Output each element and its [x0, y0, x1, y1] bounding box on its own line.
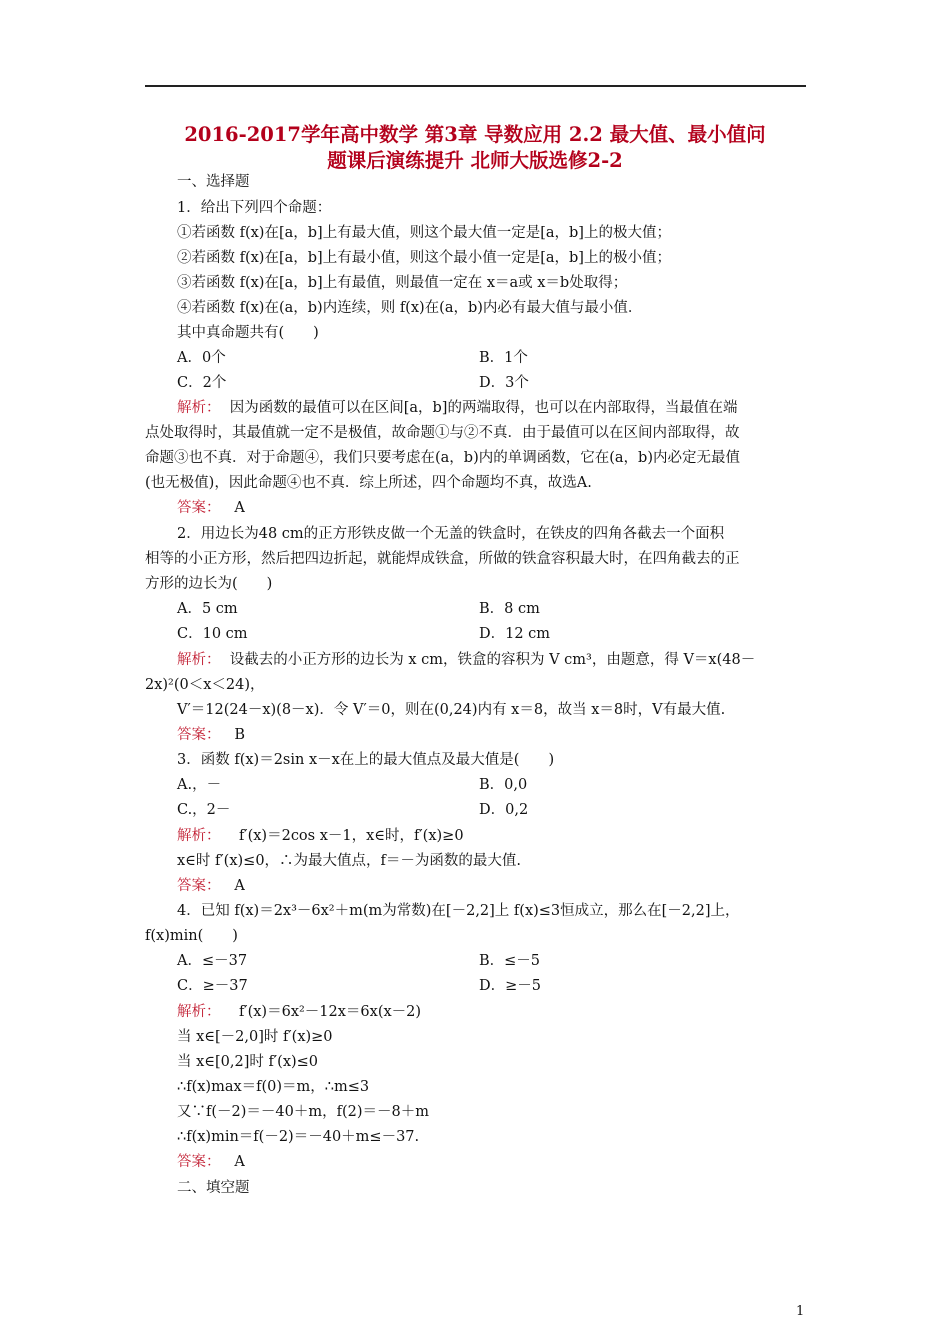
q2-stem-line1: 2．用边长为48 cm的正方形铁皮做一个无盖的铁盒时，在铁皮的四角各截去一个面积	[177, 526, 725, 542]
answer-label: 答案：	[177, 727, 221, 743]
q3-option-a: A.，－	[177, 777, 222, 793]
q3-option-b: B．0,0	[479, 777, 528, 793]
q4-stem-line2: f(x)min( )	[145, 928, 238, 944]
q1-proposition-1: ①若函数 f(x)在[a，b]上有最大值，则这个最大值一定是[a，b]上的极大值；	[177, 225, 671, 241]
q1-solution-line2: 点处取得时，其最值就一定不是极值，故命题①与②不真．由于最值可以在区间内部取得，故	[145, 425, 740, 441]
q2-option-d: D．12 cm	[479, 626, 551, 642]
q2-option-a: A．5 cm	[177, 601, 238, 617]
q2-stem-line3: 方形的边长为( )	[145, 576, 273, 592]
answer-label: 答案：	[177, 1154, 221, 1170]
q4-solution-text: f′(x)＝6x²－12x＝6x(x－2)	[238, 1004, 422, 1020]
q1-option-a: A．0个	[177, 350, 226, 366]
q1-option-b: B．1个	[479, 350, 528, 366]
q1-answer-value: A	[234, 500, 245, 516]
q4-solution-line6: ∴f(x)min＝f(－2)＝－40＋m≤－37.	[177, 1129, 420, 1145]
q2-solution-text: 设截去的小正方形的边长为 x cm，铁盒的容积为 V cm³，由题意，得 V＝x(48－	[229, 652, 756, 668]
q1-answer	[177, 498, 245, 518]
q4-option-a: A．≤－37	[177, 953, 248, 969]
q4-solution-line3: 当 x∈[0,2]时 f′(x)≤0	[177, 1054, 319, 1070]
q4-answer-value: A	[234, 1154, 245, 1170]
analysis-label: 解析：	[177, 652, 221, 668]
q4-option-d: D．≥－5	[479, 978, 542, 994]
q1-solution-text: 因为函数的最值可以在区间[a，b]的两端取得，也可以在内部取得，当最值在端	[229, 400, 738, 416]
q4-answer	[177, 1152, 245, 1172]
q1-solution-line4: (也无极值)，因此命题④也不真．综上所述，四个命题均不真，故选A.	[145, 475, 592, 491]
q2-answer	[177, 725, 245, 745]
q4-option-b: B．≤－5	[479, 953, 541, 969]
q4-solution-line5: 又∵f(－2)＝－40＋m，f(2)＝－8＋m	[177, 1104, 429, 1120]
q1-ask: 其中真命题共有( )	[177, 325, 319, 341]
q1-option-c: C．2个	[177, 375, 227, 391]
q3-option-d: D．0,2	[479, 802, 529, 818]
section-fill-heading: 二、填空题	[177, 1180, 250, 1196]
header-rule	[145, 85, 806, 87]
q3-solution-line2: x∈时 f′(x)≤0，∴为最大值点，f＝－为函数的最大值.	[177, 853, 522, 869]
q4-option-c: C．≥－37	[177, 978, 248, 994]
q1-solution-line3: 命题③也不真．对于命题④，我们只要考虑在(a，b)内的单调函数，它在(a，b)内必定无最值	[145, 450, 740, 466]
q4-solution-line2: 当 x∈[－2,0]时 f′(x)≥0	[177, 1029, 333, 1045]
q3-solution-text: f′(x)＝2cos x－1，x∈时，f′(x)≥0	[238, 828, 464, 844]
answer-label: 答案：	[177, 500, 221, 516]
q1-proposition-2: ②若函数 f(x)在[a，b]上有最小值，则这个最小值一定是[a，b]上的极小值；	[177, 250, 671, 266]
q2-solution-line2: 2x)²(0＜x＜24)，	[145, 677, 265, 693]
q1-stem: 1．给出下列四个命题：	[177, 200, 332, 216]
doc-title-line2: 题课后演练提升 北师大版选修2-2	[327, 149, 623, 172]
q3-answer-value: A	[234, 878, 245, 894]
q2-option-b: B．8 cm	[479, 601, 540, 617]
q1-proposition-4: ④若函数 f(x)在(a，b)内连续，则 f(x)在(a，b)内必有最大值与最小值．	[177, 300, 643, 316]
q2-answer-value: B	[234, 727, 245, 743]
q1-option-d: D．3个	[479, 375, 529, 391]
q1-solution-line1	[177, 398, 737, 418]
q4-solution-line4: ∴f(x)max＝f(0)＝m，∴m≤3	[177, 1079, 370, 1095]
analysis-label: 解析：	[177, 1004, 221, 1020]
analysis-label: 解析：	[177, 828, 221, 844]
q3-option-c: C.，2－	[177, 802, 231, 818]
q4-solution-line1	[177, 1002, 421, 1022]
q2-solution-line3: V′＝12(24－x)(8－x)．令 V′＝0，则在(0,24)内有 x＝8，故当 x＝8时，V有最大值.	[177, 702, 726, 718]
section-choice-heading: 一、选择题	[177, 174, 250, 190]
q2-solution-line1	[177, 650, 755, 670]
page-number: 1	[796, 1304, 805, 1319]
q3-answer	[177, 876, 245, 896]
q3-stem: 3．函数 f(x)＝2sin x－x在上的最大值点及最大值是( )	[177, 752, 555, 768]
q3-solution-line1	[177, 826, 464, 846]
analysis-label: 解析：	[177, 400, 221, 416]
doc-title-line1: 2016-2017学年高中数学 第3章 导数应用 2.2 最大值、最小值问	[184, 123, 766, 146]
q4-stem-line1: 4．已知 f(x)＝2x³－6x²＋m(m为常数)在[－2,2]上 f(x)≤3恒成立，那么在[－2,2]上，	[177, 903, 740, 919]
q2-stem-line2: 相等的小正方形，然后把四边折起，就能焊成铁盒，所做的铁盒容积最大时，在四角截去的正	[145, 551, 740, 567]
q1-proposition-3: ③若函数 f(x)在[a，b]上有最值，则最值一定在 x＝a或 x＝b处取得；	[177, 275, 628, 291]
answer-label: 答案：	[177, 878, 221, 894]
q2-option-c: C．10 cm	[177, 626, 248, 642]
